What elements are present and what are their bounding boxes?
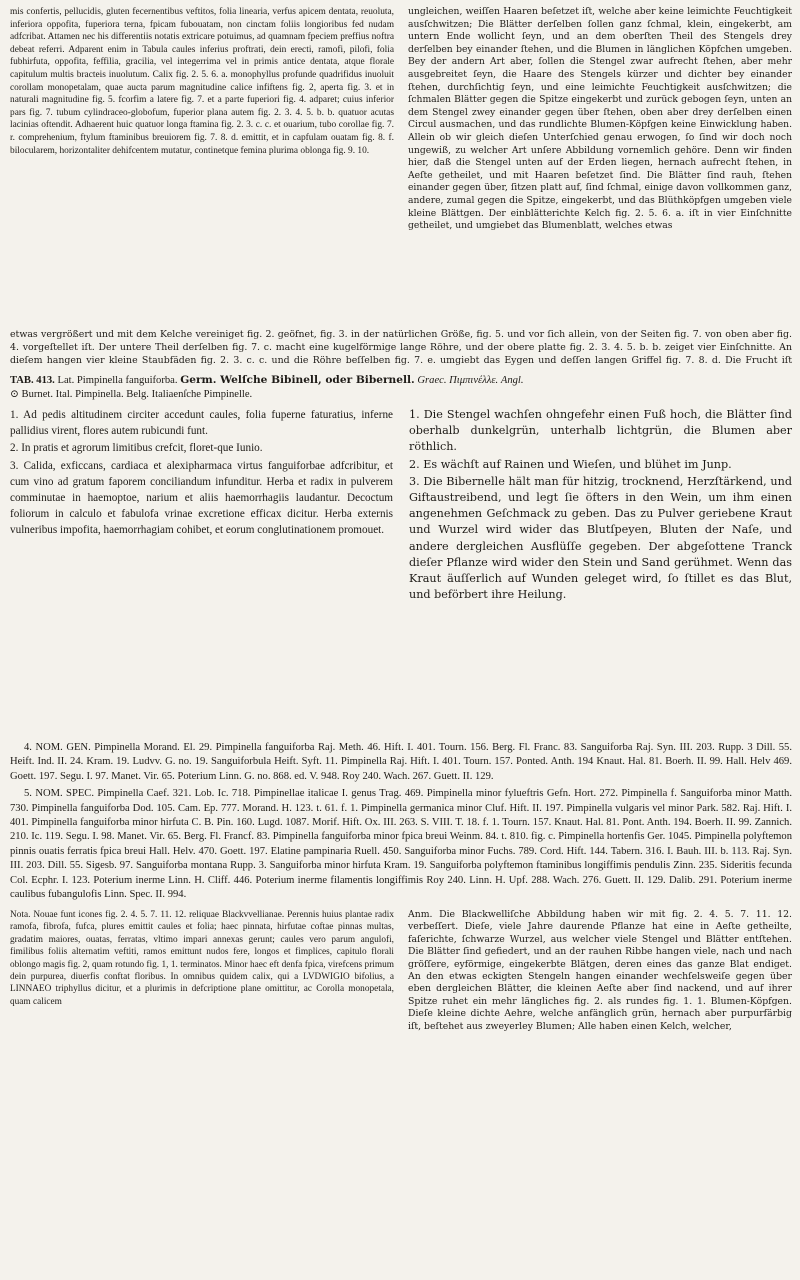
- table-heading: [10, 373, 792, 403]
- latin-item-2: 2. In pratis et agrorum limitibus crefcit, floret-que Iunio.: [10, 442, 263, 455]
- english-name: ⊙ Burnet.: [10, 389, 54, 400]
- top-german-continuation: etwas vergrößert und mit dem Kelche vereiniget fig. 2. geöfnet, fig. 3. in der natürlichen Größe, fig. 5. und vor ſich allein, von der Seiten fig. 7. von oben aber fig. 4. vorgeſtellet iſt. Der untere Theil derſelben fig. 7. c. macht eine kugelförmige lange Röhre, und der obere platte fig. 2. 3. 4. 5. b. b. zeiget vier Einſchnitte. An dieſem hangen vier kleine Staubfäden fig. 2. 3. c. c. und die Röhre beſſelben fig. 7. e. umgiebt das Eygen und deſſen langen Griffel fig. 7. 8. d. Die Frucht iſt: [10, 329, 792, 366]
- german-item-3: 3. Die Bibernelle hält man für hitzig, trocknend, Herzſtärkend, und Giftaustreibend, und legt ſie öfters in den Wein, um ihm einen angenehmen Geſchmack zu geben. Das zu Pulver geriebene Kraut und Wurzel wird wider das Blutſpeyen, Bluten der Naſe, und andere dergleichen Ausflüſſe gegeben. Der abgeſottene Tranck dieſer Pflanze wird wider den Stein und Sand gerühmet. Wenn das Kraut äuſſerlich auf Wunden geleget wird, ſo ſtillet es das Blut, und beförbert ihre Heilung.: [409, 474, 792, 602]
- italian-name: Ital. Pimpinella.: [55, 389, 124, 400]
- latin-note: Nota. Nouae funt icones fig. 2. 4. 5. 7. 11. 12. reliquae Blackvvellianae. Perennis huius plantae radix ramofa, fibrofa, fufca, plures emittit caules et folia; haec pinnata, hirfutae coftae pinnas multas, gradatim maiores, ouatas, ferratas, vltimo impari annexas gerunt; caules vero parum angulofi, fimilibus foliis alternatim veftiti, ramos emittunt nudos fere, longos et fimplices, capitulo florali oblongo magis fig. 2, quam rotundo fig. 1, 1. terminatos. Minor haec eft denfa fpica, virefcens primum dein purpurea, diuerfis conftat floribus. In omnibus quidem calix, qui a LVDWIGIO bifolius, a LINNAEO triphyllus dicitur, et a plurimis in defcriptione plane omittitur, ac Corolla monopetala, quam calicem: [10, 910, 394, 1007]
- latin-item-3: 3. Calida, exficcans, cardiaca et alexipharmaca virtus fanguiforbae adfcribitur, et cum vino ad gratum faporem conciliandum infunditur. Herba et radix in pulverem comminutae in haemoptoe, narium et aliis haemorrhagiis laudantur. Decoctum foliorum in calculo et fabulofa vrinae excretione efficax dicitur. Herba externis vulneribus impofita, haemorrhagiam cohibet, et eorum conglutinationem promouet.: [10, 459, 393, 537]
- description-section: [10, 407, 792, 737]
- greek-name: Graec. Πιμπινέλλε.: [417, 375, 499, 386]
- german-item-2: 2. Es wächſt auf Rainen und Wieſen, und blühet im Junp.: [409, 457, 732, 471]
- nom-gen-paragraph: 4. NOM. GEN. Pimpinella Morand. El. 29. Pimpinella fanguiforba Raj. Meth. 46. Hift. I. 401. Tourn. 156. Berg. Fl. Franc. 83. Sanguiforba Raj. Syn. III. 203. Rupp. 3 Dill. 55. Heift. Ind. II. 24. Kram. 19. Ludvv. G. no. 19. Sanguiforbula Heift. Syft. 11. Pimpinella Raj. Hift. I. 401. Tourn. 157. Ponted. Anth. 194 Knaut. Hal. 81. Boerh. II. 99. Hall. Helv 469. Goett. 197. Segu. I. 97. Manet. Vir. 65. Poterium Linn. G. no. 868. ed. V. 948. Roy 240. Wach. 267. Guett. II. 129.: [10, 742, 792, 782]
- german-note: Anm. Die Blackwelliſche Abbildung haben wir mit fig. 2. 4. 5. 7. 11. 12. verbeſſert. Dieſe, viele Jahre daurende Pflanze hat eine in Aeſte getheilte, faſerichte, ſchwarze Wurzel, aus welcher viele Stengel und Blätter entſtehen. Die Blätter ſind gefiedert, und an der rauhen Ribbe hangen viele, nach und nach gröſſere, eyförmige, eingekerbte Blätgen, deren eines das ganze Blat endiget. An den etwas eckigten Stengeln hangen einander wechſelsweiſe gegen über eben dergleichen Blätter, die kleinen Aeſte aber ſind nackend, und auf ihrer Spitze ruhet ein mehr längliches fig. 2. als rundes fig. 1. 1. Blumen-Köpfgen. Dieſe kleine dichte Aehre, welche anfänglich grün, hernach aber purpurfärbig iſt, beſtehet aus zweyerley Blumen; Alle haben einen Kelch, welcher,: [408, 909, 792, 1032]
- nom-spec-paragraph: 5. NOM. SPEC. Pimpinella Caef. 321. Lob. Ic. 718. Pimpinellae italicae I. genus Trag. 469. Pimpinella minor fylueftris Gefn. Hort. 272. Pimpinella f. Sanguiforba minor Matth. 730. Pimpinella fanguiforba Dod. 105. Cam. Ep. 777. Morand. H. 123. t. 61. f. 1. Pimpinella germanica minor Cluf. Hift. II. 197. Pimpinella vulgaris vel minor Park. 582. Raj. Hift. I. 401. Pimpinella fanguiforba minor hirfuta C. B. Pin. 160. Lugd. 1087. Morif. Hift. Ox. III. 263. S. VIII. T. 18. f. 1. Tourn. 157. Knaut. Hal. 81. Pont. Anth. 194. Boerh. II. 99. Zannich. 210. Ic. 119. Segu. I. 98. Manet. Vir. 65. Berg. Fl. Francf. 83. Pimpinella fanguiforba minor fpica breui Weinm. 84. t. 810. fig. c. Pimpinella hortenfis Ger. 1045. Pimpinella polyftemon pinnis ouatis ferratis fpica breui Hall. Helv. 470. Goett. 197. Elatine pampinaria Ruell. 450. Sanguiforba minor Fuchs. 789. Cord. Hift. 144. Tabern. 316. I. Bauh. III. b. 113. Raj. Syn. III. 203. Dill. 55. Sigesb. 97. Sanguiforba montana Rupp. 3. Sanguiforba minor hirfuta Kram. 19. Sanguiforba polyftemon ftaminibus longiffimis pendulis Zinn. 235. Sideritis fecunda Col. Ecphr. I. 123. Poterium inerme Linn. H. Cliff. 446. Poterium inerme filamentis longiffimis Roy 240. Linn. H. Upf. 288. Wach. 276. Guett. II. 129. Dalib. 291. Poterium inerme caulibus fubangulofis Linn. Spec. II. 994.: [10, 788, 792, 901]
- latin-name: Lat. Pimpinella fanguiforba.: [57, 375, 178, 386]
- synonyms-section: [10, 741, 792, 903]
- english-label: Angl.: [500, 375, 524, 386]
- top-section: [10, 6, 792, 328]
- top-latin-paragraph: mis confertis, pellucidis, gluten fecernentibus veftitos, folia linearia, verfus apicem dentata, reuoluta, inferiora oppofita, fuperiora terna, fpicam fubouatam, non cinctam foliis longioribus fed nudam adfcribat. Attamen nec his differentiis notatis extricare potuimus, ad quamnam fpeciem preffius noftra debeat referri. Adparent enim in Tabula caules inferius proftrati, dein erecti, ramofi, pilofi, folia fubhirfuta, oppofita, feffilia, gracilia, vel integerrima vel in primis antice dentata, atque florale capitulum multis bracteis inuolutum. Calix fig. 2. 5. 6. a. monophyllus profunde quadrifidus inuoluit corollam monopetalam, quae aucta parum magnitudine calice infiftens fig. 2, aperta fig. 3. et in naturali magnitudine fig. 5. fcorfim a latere fig. 7. et a parte fuperiori fig. 4. adparet; cuius inferior pars fig. 7. tubum cylindraceo-globofum, fuperior plana autem fig. 2. 3. 4. 5. b. b. quatuor acutas lacinias oftendit. Adhaerent huic quatuor longa ftamina fig. 2. 3. c. c. et ouarium, tubo corollae fig. 7. r. comprehenium, ftylum ftaminibus breuiorem fig. 7. 8. d. emittit, et in capfulam ouatam fig. 8. f. bilocularem, horizontaliter dehifcentem mutatur, continetque femina plurima oblonga fig. 9. 10.: [10, 7, 394, 156]
- notes-section: [10, 909, 792, 1199]
- top-german-paragraph: ungleichen, weiſſen Haaren beſetzet iſt, welche aber keine leimichte Feuchtigkeit ausſchwitzen; Die Blätter derſelben ſollen ganz ſchmal, klein, eingekerbt, am untern Ende wollicht ſeyn, und an dem oberſten Theil des Stengels drey derſelben bey einander ſtehen, und die Blumen in länglichen Köpfchen umgeben. Bey der andern Art aber, ſollen die Stengel zwar aufrecht ſtehen, aber mehr ausgebreitet ſeyn, die Haare des Stengels kürzer und dichter bey einander ſtehen, durchſichtig ſeyn, und eine leimichte Feuchtigkeit ausſchwitzen; die ſchmalen Blätter gegen die Spitze eingekerbt und zurück gebogen ſeyn, unten an dem Stengel zwey einander gegen über ſtehen, oben aber drey derſelben einen Circul ausmachen, und das rundlichte Blumen-Köpfgen keine Einwicklung haben. Allein ob wir gleich dieſen Unterſchied genau erwogen, ſo ſind wir doch noch ungewiß, zu welcher Art unſere Abbildung vornemlich gehöre. Denn wir finden hier, daß die Stengel unten auf der Erden liegen, hernach aufrecht ſtehen, in Aeſte getheilet, und mit Haaren beſetzet ſind. Die Blätter ſind rauh, ſtehen einander gegen über, ſitzen platt auf, ſind ſchmal, einige davon vollkommen ganz, andere, zumal gegen die Spitze, eingekerbt, und das Blüthköpfgen umgeben viele kleine Blättgen. Der einblätterichte Kelch fig. 2. 5. 6. a. iſt in vier Einſchnitte getheilet, und umgiebet das Blumenblatt, welches etwas: [408, 6, 792, 232]
- german-description: [409, 407, 792, 737]
- latin-description: [10, 407, 393, 737]
- dutch-name: Belg. Italiaenſche Pimpinelle.: [126, 389, 253, 400]
- german-name: Germ. Welſche Bibinell, oder Bibernell.: [180, 374, 415, 386]
- german-item-1: 1. Die Stengel wachſen ohngefehr einen Fuß hoch, die Blätter ſind oberhalb dunkelgrün, unterhalb lichtgrün, die Blumen aber röthlich.: [409, 408, 792, 454]
- latin-item-1: 1. Ad pedis altitudinem circiter accedunt caules, folia fuperne faturatius, inferne pallidius virent, flores autem rubicundi funt.: [10, 409, 393, 438]
- tab-number: TAB. 413.: [10, 375, 55, 386]
